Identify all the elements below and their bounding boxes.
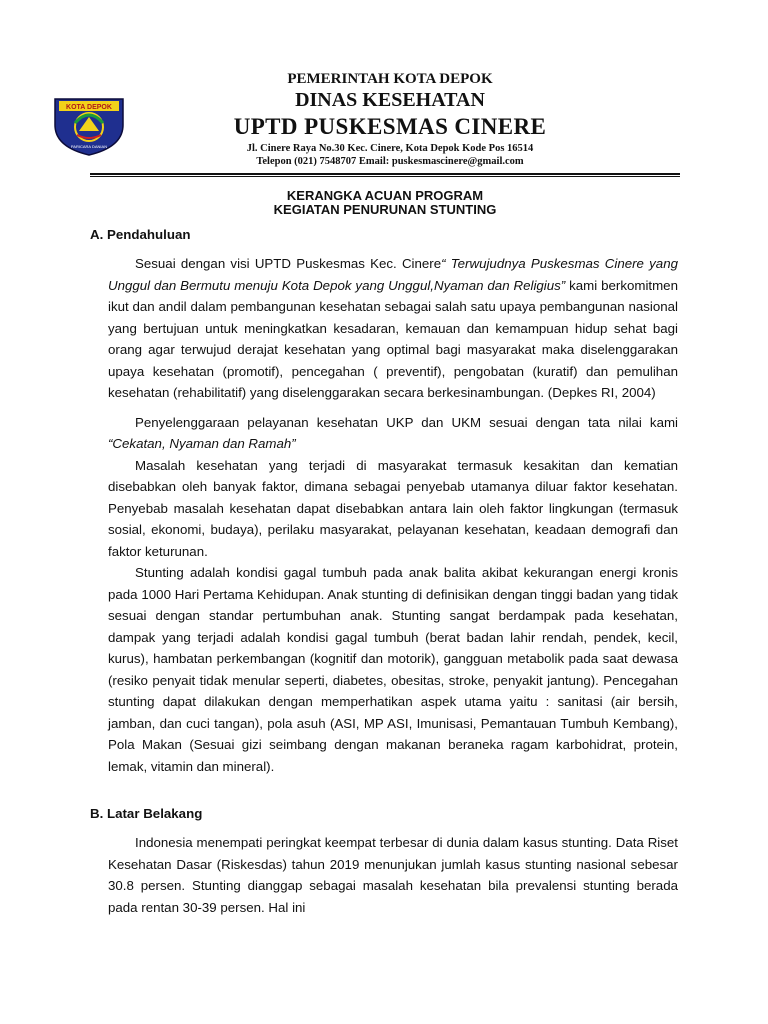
title-line-1: KERANGKA ACUAN PROGRAM	[286, 188, 484, 203]
header-divider	[90, 173, 680, 175]
title-line-2: KEGIATAN PENURUNAN STUNTING	[273, 202, 497, 217]
logo-label: KOTA DEPOK	[66, 104, 112, 111]
section-a-paragraph-3: Masalah kesehatan yang terjadi di masyarakat termasuk kesakitan dan kematian disebabkan oleh banyak faktor, dimana sebagai penyebab utamanya diluar faktor kesehatan. Penyebab masalah kesehatan dapat disebabkan antara lain oleh faktor lingkungan (termasuk sosial, ekonomi, budaya), perilaku masyarakat, pelayanan kesehatan, keadaan demografi dan faktor keturunan.	[108, 457, 678, 559]
header-divider-thin	[90, 176, 680, 177]
letterhead	[180, 70, 600, 168]
document-title	[90, 189, 680, 217]
department-name: DINAS KESEHATAN	[295, 89, 485, 111]
kota-depok-logo	[53, 97, 125, 157]
contact-info: Telepon (021) 7548707 Email: puskesmascinere@gmail.com	[256, 156, 524, 167]
document-body	[90, 224, 678, 918]
section-b-paragraph-1: Indonesia menempati peringkat keempat terbesar di dunia dalam kasus stunting. Data Riset Kesehatan Dasar (Riskesdas) tahun 2019 menunjukan jumlah kasus stunting nasional sebesar 30.8 persen. Stunting dianggap sebagai masalah kesehatan bila prevalensi stunting berada pada rentan 30-39 persen. Hal ini	[108, 835, 678, 915]
section-a-heading: A. Pendahuluan	[90, 227, 191, 242]
address: Jl. Cinere Raya No.30 Kec. Cinere, Kota Depok Kode Pos 16514	[246, 143, 534, 154]
section-b-heading: B. Latar Belakang	[90, 806, 203, 821]
section-a-paragraph-4: Stunting adalah kondisi gagal tumbuh pada anak balita akibat kekurangan energi kronis pada 1000 Hari Pertama Kehidupan. Anak stunting di definisikan dengan tinggi badan yang tidak sesuai dengan standar pertumbuhan anak. Stunting sangat berdampak pada kesehatan, dampak yang terjadi adalah kondisi gagal tumbuh (berat badan lahir rendah, pendek, kecil, kurus), hambatan perkembangan (kognitif dan motorik), gangguan metabolik pada saat dewasa (resiko penyait tidak menular seperti, diabetes, obesitas, stroke, penyakit jantung). Pencegahan stunting dapat dilakukan dengan memperhatikan aspek utama yaitu : sanitasi (air bersih, jamban, dan cuci tangan), pola asuh (ASI, MP ASI, Imunisasi, Pemantauan Tumbuh Kembang), Pola Makan (Sesuai gizi seimbang dengan makanan beraneka ragam karbohidrat, protein, lemak, vitamin dan mineral).	[108, 565, 678, 774]
unit-name: UPTD PUSKESMAS CINERE	[233, 114, 547, 139]
government-name: PEMERINTAH KOTA DEPOK	[287, 71, 493, 87]
section-a-paragraph-1: Sesuai dengan visi UPTD Puskesmas Kec. Cinere“ Terwujudnya Puskesmas Cinere yang Unggul dan Bermutu menuju Kota Depok yang Unggul,Nyaman dan Religius” kami berkomitmen ikut dan andil dalam pembangunan kesehatan sebagai salah satu upaya pembangunan nasional yang bertujuan untuk meningkatkan kesadaran, kemauan dan kemampuan hidup sehat bagi orang agar terwujud derajat kesehatan yang optimal bagi masyarakat maka diselenggarakan upaya kesehatan (promotif), pencegahan ( preventif), pengobatan (kuratif) dan pemulihan kesehatan (rehabilitatif) yang diselenggarakan secara berkesinambungan. (Depkes RI, 2004)	[108, 256, 678, 400]
logo-motto: PARICARA DANIAN	[70, 144, 108, 149]
section-a-paragraph-2: Penyelenggaraan pelayanan kesehatan UKP dan UKM sesuai dengan tata nilai kami “Cekatan, Nyaman dan Ramah”	[108, 414, 678, 451]
